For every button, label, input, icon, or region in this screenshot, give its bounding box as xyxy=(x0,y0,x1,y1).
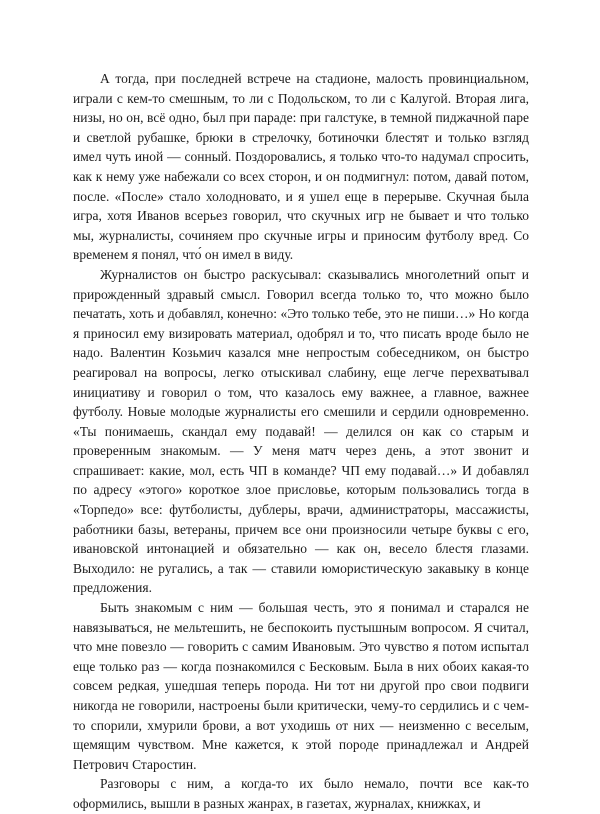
body-text xyxy=(73,69,529,814)
paragraph-3: Быть знакомым с ним — большая честь, это я понимал и старался не навязываться, не мельтешить, не беспокоить пустышным вопросом. Я считал, что мне повезло — говорить с самим Ивановым. Это чувство я потом испытал еще только раз — когда познакомился с Бесковым. Была в них обоих какая-то совсем редкая, ушедшая теперь порода. Ни тот ни другой про свои подвиги никогда не говорили, настроены были критически, чему-то сердились и с чем-то спорили, хмурили брови, а вот уходишь от них — неизменно с веселым, щемящим чувством. Мне кажется, к этой породе принадлежал и Андрей Петрович Старостин. xyxy=(73,600,529,772)
paragraph-2: Журналистов он быстро раскусывал: сказывались многолетний опыт и прирожденный здравый смысл. Говорил всегда только то, что можно было печатать, хоть и добавлял, конечно: «Это только тебе, это не пиши…» Но когда я приносил ему визировать материал, одобрял и то, что писать вроде было не надо. Валентин Козьмич казался мне непростым собеседником, он быстро реагировал на вопросы, легко отыскивал слабину, еще легче перехватывал инициативу и говорил о том, что казалось ему важнее, а главное, важнее футболу. Новые молодые журналисты его смешили и сердили одновременно. «Ты понимаешь, скандал ему подавай! — делился он как со старым и проверенным знакомым. — У меня матч через день, а этот звонит и спрашивает: какие, мол, есть ЧП в команде? ЧП ему подавай…» И добавлял по адресу «этого» короткое злое присловье, которым пользовались тогда в «Торпедо» все: футболисты, дублеры, врачи, администраторы, массажисты, работники базы, ветераны, причем все они произносили четыре буквы с его, ивановской интонацией и обязательно — как он, весело блестя глазами. Выходило: не ругались, а так — ставили юмористическую закавыку в конце предложения. xyxy=(73,266,529,596)
paragraph-4: Разговоры с ним, а когда-то их было немало, почти все как-то оформились, вышли в разных жанрах, в газетах, журналах, книжках, и xyxy=(73,776,529,811)
paragraph-1: А тогда, при последней встрече на стадионе, малость провинциальном, играли с кем-то смешным, то ли с Подольском, то ли с Калугой. Вторая лига, низы, но он, всё одно, был при параде: при галстуке, в темной пиджачной паре и светлой рубашке, брюки в стрелочку, ботиночки блестят и только взгляд имел чуть иной — сонный. Поздоровались, я только что-то надумал спросить, как к нему уже набежали со всех сторон, и он подмигнул: потом, давай потом, после. «После» стало холодновато, и я ушел еще в перерыве. Скучная была игра, хотя Иванов всерьез говорил, что скучных игр не бывает и что только мы, журналисты, сочиняем про скучные игры и приносим футболу вред. Со временем я понял, что́ он имел в виду. xyxy=(73,71,529,263)
